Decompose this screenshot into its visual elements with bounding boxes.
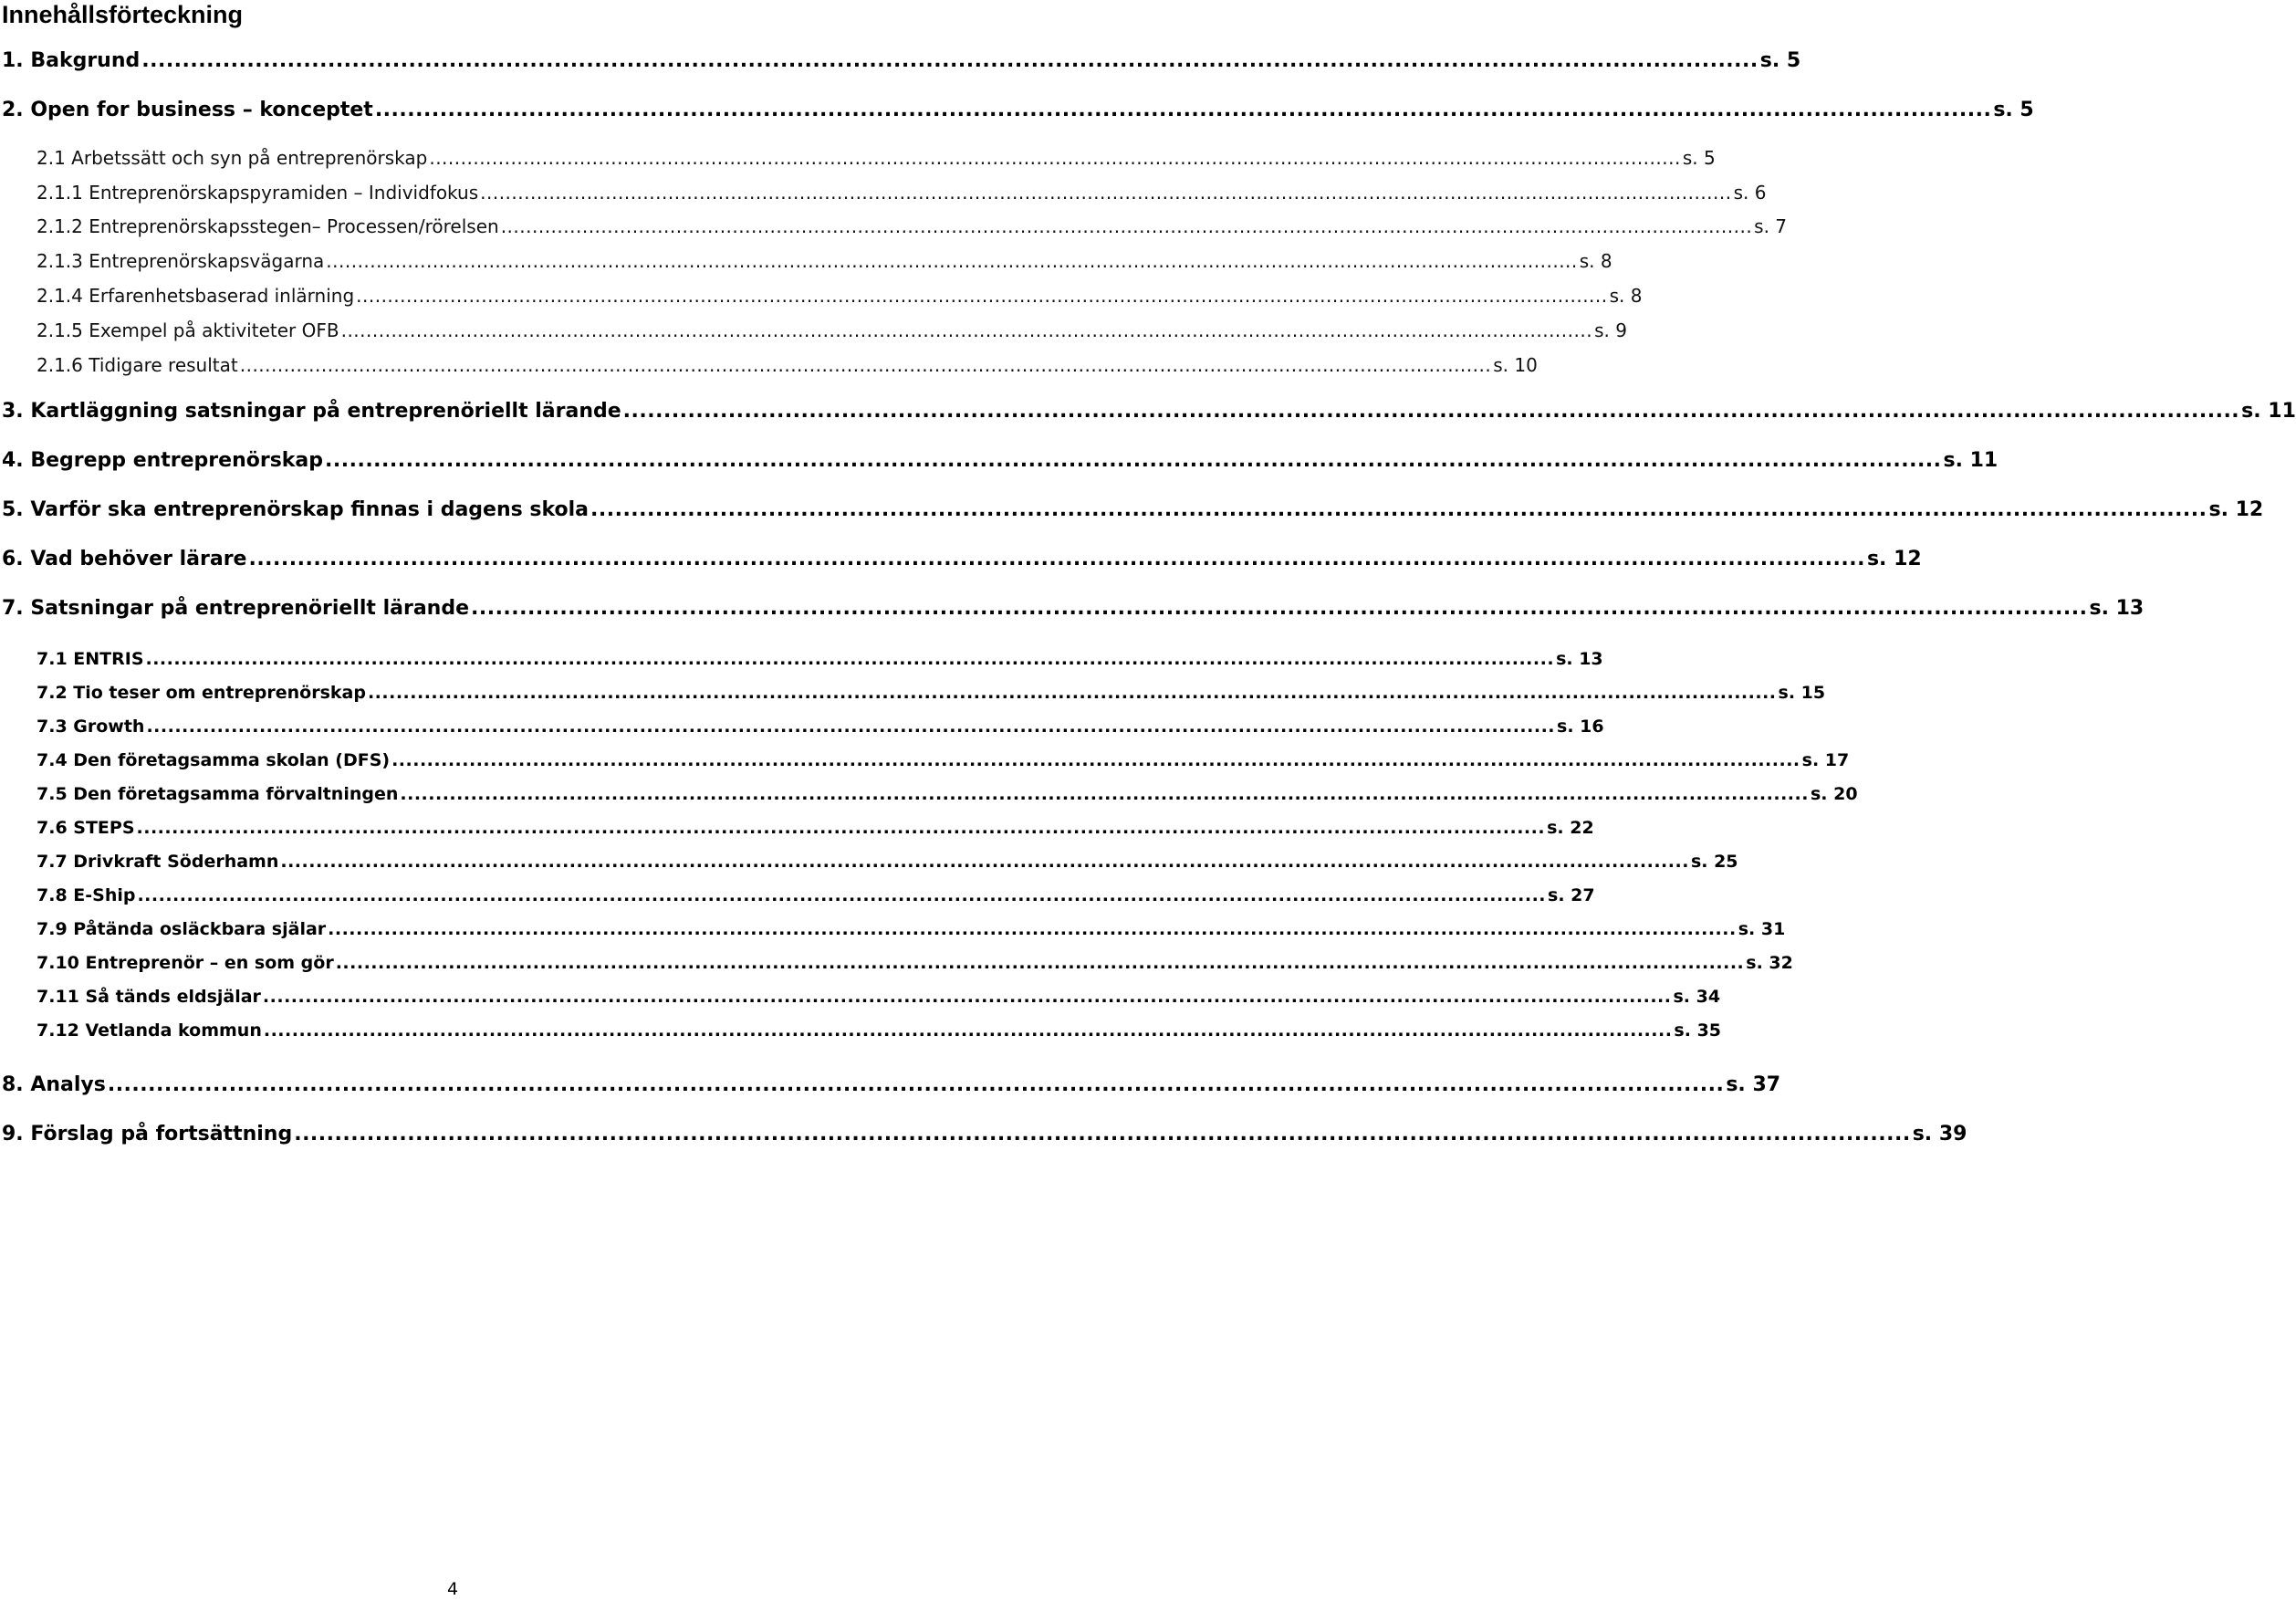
toc-entry-page: s. 10 (1493, 354, 1538, 376)
toc-entry[interactable] (37, 852, 1738, 872)
dot-leader: ........................................................................................................................................................................................................ (367, 683, 1777, 703)
toc-entry-label: 7.12 Vetlanda kommun (37, 1020, 262, 1041)
toc-entry[interactable] (37, 215, 1788, 237)
dot-leader: ........................................................................................................................................................................................................ (262, 987, 1672, 1007)
toc-entry-page: s. 11 (2241, 400, 2296, 423)
toc-entry[interactable] (2, 449, 1999, 472)
toc-entry-label: 9. Förslag på fortsättning (2, 1123, 293, 1145)
toc-entry-page: s. 12 (1866, 548, 1922, 570)
toc-entry-label: 7.10 Entreprenör – en som gör (37, 953, 334, 973)
dot-leader: ........................................................................................................................................................................................................ (429, 147, 1681, 169)
toc-entry-label: 2.1.3 Entreprenörskapsvägarna (37, 250, 325, 272)
toc-entry-label: 2.1.4 Erfarenhetsbaserad inlärning (37, 285, 355, 307)
toc-entry-page: s. 31 (1738, 919, 1786, 939)
toc-entry[interactable] (37, 987, 1721, 1007)
toc-entry-label: 6. Vad behöver lärare (2, 548, 247, 570)
toc-entry[interactable] (37, 953, 1793, 973)
dot-leader: ........................................................................................................................................................................................................ (374, 99, 1992, 121)
toc-entry[interactable] (37, 683, 1826, 703)
toc-entry[interactable] (37, 717, 1604, 737)
toc-entry-page: s. 12 (2208, 498, 2264, 521)
toc-entry[interactable] (37, 319, 1627, 341)
dot-leader: ........................................................................................................................................................................................................ (137, 885, 1547, 905)
toc-entry-label: 3. Kartläggning satsningar på entreprenöriellt lärande (2, 400, 621, 423)
toc-entry-label: 7.9 Påtända osläckbara själar (37, 919, 327, 939)
toc-entry-page: s. 13 (1556, 649, 1603, 669)
toc-entry[interactable] (2, 400, 2296, 423)
dot-leader: ........................................................................................................................................................................................................ (326, 250, 1578, 272)
dot-leader: ........................................................................................................................................................................................................ (107, 1073, 1725, 1096)
toc-title: Innehållsförteckning (2, 1, 244, 28)
toc-entry-label: 7.1 ENTRIS (37, 649, 144, 669)
dot-leader: ........................................................................................................................................................................................................ (335, 953, 1745, 973)
toc-entry[interactable] (2, 1123, 1967, 1145)
dot-leader: ........................................................................................................................................................................................................ (248, 548, 1865, 570)
dot-leader: ........................................................................................................................................................................................................ (280, 852, 1689, 872)
toc-entry-label: 7.2 Tio teser om entreprenörskap (37, 683, 366, 703)
dot-leader: ........................................................................................................................................................................................................ (239, 354, 1492, 376)
toc-entry-page: s. 32 (1746, 953, 1793, 973)
toc-entry[interactable] (2, 498, 2264, 521)
toc-entry-label: 4. Begrepp entreprenörskap (2, 449, 324, 472)
toc-entry-label: 2.1.1 Entreprenörskapspyramiden – Individfokus (37, 182, 479, 204)
toc-entry[interactable] (37, 182, 1767, 204)
dot-leader: ........................................................................................................................................................................................................ (146, 717, 1556, 737)
toc-entry[interactable] (37, 784, 1858, 804)
toc-entry-page: s. 34 (1673, 987, 1721, 1007)
toc-entry[interactable] (37, 885, 1595, 905)
toc-entry[interactable] (37, 750, 1850, 770)
toc-entry-page: s. 9 (1594, 319, 1627, 341)
toc-entry-page: s. 22 (1547, 818, 1594, 838)
dot-leader: ........................................................................................................................................................................................................ (136, 818, 1546, 838)
toc-entry[interactable] (37, 919, 1786, 939)
toc-entry-label: 2.1.5 Exempel på aktiviteter OFB (37, 319, 339, 341)
toc-entry[interactable] (2, 49, 1801, 72)
toc-entry-label: 2.1.2 Entreprenörskapsstegen– Processen/rörelsen (37, 215, 499, 237)
toc-entry-page: s. 6 (1733, 182, 1767, 204)
toc-entry-page: s. 13 (2089, 597, 2145, 620)
toc-entry[interactable] (37, 649, 1603, 669)
dot-leader: ........................................................................................................................................................................................................ (141, 49, 1759, 72)
toc-entry-page: s. 7 (1754, 215, 1788, 237)
toc-entry-page: s. 35 (1674, 1020, 1722, 1041)
toc-entry-page: s. 27 (1548, 885, 1595, 905)
toc-entry-page: s. 37 (1726, 1073, 1781, 1096)
toc-entry[interactable] (2, 99, 2034, 121)
toc-entry-page: s. 20 (1810, 784, 1858, 804)
dot-leader: ........................................................................................................................................................................................................ (340, 319, 1593, 341)
toc-entry-label: 7.6 STEPS (37, 818, 135, 838)
dot-leader: ........................................................................................................................................................................................................ (471, 597, 2088, 620)
dot-leader: ........................................................................................................................................................................................................ (480, 182, 1732, 204)
toc-entry-page: s. 25 (1690, 852, 1738, 872)
toc-entry-label: 7.7 Drivkraft Söderhamn (37, 852, 279, 872)
toc-entry-label: 5. Varför ska entreprenörskap finnas i dagens skola (2, 498, 590, 521)
dot-leader: ........................................................................................................................................................................................................ (391, 750, 1800, 770)
toc-entry-label: 7. Satsningar på entreprenöriellt lärande (2, 597, 469, 620)
toc-entry-page: s. 39 (1912, 1123, 1967, 1145)
toc-entry[interactable] (2, 548, 1922, 570)
toc-entry-page: s. 15 (1778, 683, 1826, 703)
toc-entry[interactable] (37, 354, 1538, 376)
dot-leader: ........................................................................................................................................................................................................ (590, 498, 2207, 521)
page-number: 4 (446, 1579, 459, 1599)
dot-leader: ........................................................................................................................................................................................................ (328, 919, 1737, 939)
toc-entry[interactable] (37, 818, 1594, 838)
toc-entry-label: 7.8 E-Ship (37, 885, 136, 905)
dot-leader: ........................................................................................................................................................................................................ (325, 449, 1942, 472)
toc-entry[interactable] (2, 1073, 1781, 1096)
dot-leader: ........................................................................................................................................................................................................ (145, 649, 1555, 669)
toc-entry-label: 7.3 Growth (37, 717, 145, 737)
toc-entry-label: 7.5 Den företagsamma förvaltningen (37, 784, 399, 804)
toc-entry[interactable] (37, 147, 1716, 169)
toc-entry-page: s. 5 (1682, 147, 1716, 169)
toc-entry-page: s. 5 (1993, 99, 2034, 121)
toc-entry-label: 7.11 Så tänds eldsjälar (37, 987, 261, 1007)
toc-entry-label: 2.1.6 Tidigare resultat (37, 354, 238, 376)
dot-leader: ........................................................................................................................................................................................................ (622, 400, 2240, 423)
toc-entry[interactable] (37, 250, 1612, 272)
toc-entry[interactable] (37, 285, 1643, 307)
dot-leader: ........................................................................................................................................................................................................ (356, 285, 1608, 307)
toc-entry-label: 1. Bakgrund (2, 49, 141, 72)
toc-entry-label: 2.1 Arbetssätt och syn på entreprenörskap (37, 147, 428, 169)
toc-entry-page: s. 16 (1557, 717, 1604, 737)
toc-entry-page: s. 8 (1609, 285, 1643, 307)
dot-leader: ........................................................................................................................................................................................................ (500, 215, 1753, 237)
dot-leader: ........................................................................................................................................................................................................ (400, 784, 1809, 804)
toc-entry-page: s. 11 (1943, 449, 1999, 472)
toc-entry-page: s. 8 (1579, 250, 1612, 272)
dot-leader: ........................................................................................................................................................................................................ (263, 1020, 1673, 1041)
toc-entry-page: s. 5 (1759, 49, 1801, 72)
toc-entry[interactable] (2, 597, 2145, 620)
toc-entry-label: 2. Open for business – konceptet (2, 99, 373, 121)
toc-entry-label: 8. Analys (2, 1073, 106, 1096)
toc-entry[interactable] (37, 1020, 1722, 1041)
toc-entry-page: s. 17 (1801, 750, 1850, 770)
toc-entry-label: 7.4 Den företagsamma skolan (DFS) (37, 750, 391, 770)
dot-leader: ........................................................................................................................................................................................................ (294, 1123, 1911, 1145)
